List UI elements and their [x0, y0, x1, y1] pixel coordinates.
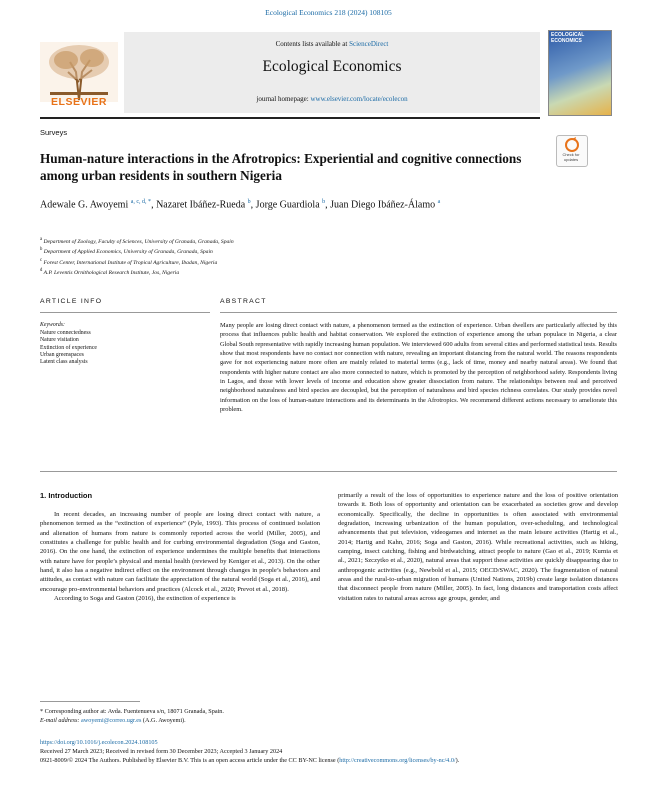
license-line — [40, 757, 620, 766]
author-name[interactable]: Jorge Guardiola — [255, 199, 320, 211]
paragraph: According to Soga and Gaston (2016), the extinction of experience is — [54, 595, 236, 603]
affiliation-text: Forest Center, International Institute of Tropical Agriculture, Ibadan, Nigeria — [43, 259, 218, 266]
affiliation-item — [40, 267, 540, 277]
affiliation-mark: a — [40, 237, 43, 242]
author-marks[interactable]: b — [322, 199, 326, 205]
homepage-link[interactable]: www.elsevier.com/locate/ecolecon — [310, 95, 408, 103]
affiliation-text: Department of Applied Economics, University of Granada, Granada, Spain — [43, 249, 213, 256]
affiliation-mark: d — [40, 268, 43, 274]
check-for-updates-label: Check for updates — [562, 152, 580, 162]
journal-citation[interactable]: Ecological Economics 218 (2024) 108105 — [265, 8, 392, 17]
paragraph: In recent decades, an increasing number of people are losing direct contact with nature, a phenomenon termed as the “extinction of experience” (Pyle, 1993). This process of continued isolation and alienation of humans from nature is commonly reported across the world (Miller, 2005), and constitutes a challenge for public health and for curbing environmental degradation (Soga and Gaston, 2016). On the one hand, the extinction of experience undermines the multiple benefits that interactions with nature have for people’s physical and mental health (reviewed by Keniger et al., 2013). On the other hand, it also has a negative indirect effect on the environment through changes in people’s behaviors and attitudes, as contact with nature can facilitate the appreciation of the natural world (Soga et al., 2016), and encourage pro-environmental behaviors and practices (Alcock et al., 2020; Prevot et al., 2018). — [40, 511, 320, 593]
divider — [40, 312, 210, 313]
email-label: E-mail address: — [40, 716, 82, 724]
divider — [220, 312, 617, 313]
keyword-list — [40, 330, 97, 366]
author-marks[interactable]: b — [247, 199, 251, 205]
affiliation-text: Department of Zoology, Faculty of Sciences, University of Granada, Granada, Spain — [43, 238, 234, 245]
affiliation-mark: b — [40, 247, 43, 253]
body-column-left — [40, 510, 320, 603]
contents-prefix: Contents lists available at — [275, 40, 350, 48]
keyword: Latent class analysis — [40, 359, 88, 366]
author-list: Adewale G. Awoyemi $^{a, c, d, *}$, Nazaret Ibáñez-Rueda $^b$, Jorge Guardiola $^b$, Juan Diego Ibáñez-Álamo $^a$ — [40, 199, 441, 211]
keywords-label: Keywords: — [40, 322, 65, 328]
divider — [40, 471, 617, 472]
keyword: Nature connectedness — [40, 330, 91, 336]
affiliation-item — [40, 246, 540, 256]
doi-link[interactable]: https://doi.org/10.1016/j.ecolecon.2024.108105 — [40, 739, 158, 746]
journal-title: Ecological Economics — [262, 58, 402, 75]
article-info-heading: ARTICLE INFO — [40, 298, 103, 305]
corresponding-author-note: * Corresponding author at: Avda. Fuentenueva s/n, 18071 Granada, Spain. — [40, 708, 224, 715]
keyword: Nature visitation — [40, 337, 79, 344]
keyword: Extinction of experience — [40, 344, 97, 351]
cover-title: ECOLOGICAL ECONOMICS — [551, 32, 585, 44]
license-prefix: 0921-8009/© 2024 The Authors. Published by Elsevier B.V. This is an open access article under the CC BY-NC license ( — [40, 756, 340, 764]
article-footer — [40, 739, 620, 765]
footnote-rule — [40, 701, 140, 702]
license-link[interactable]: http://creativecommons.org/licenses/by-nc/4.0/ — [339, 756, 456, 764]
affiliation-mark: c — [40, 257, 43, 263]
paragraph: primarily a result of the loss of opportunities to experience nature and the loss of positive orientation towards it. Both loss of opportunity and orientation can be exacerbated as societies grow and develop economically. Specifically, the decline in opportunities is often associated with environmental degradation, increasing urbanization of the human population, over-scheduling, and technological advancements that put television, videogames and internet as the main leisure activities (Hartig et al., 2014; Hartig and Kahn, 2016; Soga and Gaston, 2016). While recreational activities, such as hiking, camping, insect catching, fishing and birdwatching, attract people to nature (Gao et al., 2019; Kurnia et al., 2021; Szczytko et al., 2020), natural areas that support these activities are quickly disappearing due to anthropogenic activities (e.g., Newbold et al., 2015; OECD/SWAC, 2020). The fragmentation of natural areas and the rural-to-urban migration of humans (United Nations, 2019b) create large isolation distances that disconnect people from nature (Miller, 2005). In fact, long distances and transportation costs affect visitation rates to natural areas across age groups, gender, and — [338, 492, 618, 602]
section-heading-introduction: 1. Introduction — [40, 491, 93, 500]
license-suffix: ). — [455, 756, 460, 764]
footnote — [40, 708, 620, 725]
author-name[interactable]: Nazaret Ibáñez-Rueda — [156, 199, 246, 211]
author-name[interactable]: Juan Diego Ibáñez-Álamo — [330, 199, 436, 211]
author-name[interactable]: Adewale G. Awoyemi — [40, 199, 129, 211]
affiliation-item — [40, 236, 540, 246]
email-link[interactable]: awoyemi@correo.ugr.es — [81, 716, 142, 724]
homepage-prefix: journal homepage: — [256, 95, 311, 103]
author-marks[interactable]: a — [437, 199, 441, 205]
paper-title: Human-nature interactions in the Afrotropics: Experiential and cognitive connections among urban residents in southern Nigeria — [40, 151, 522, 183]
check-for-updates-button[interactable] — [556, 135, 588, 167]
elsevier-wordmark: ELSEVIER — [51, 96, 107, 108]
affiliation-item — [40, 257, 540, 267]
affiliations — [40, 236, 540, 278]
body-column-right — [338, 491, 618, 603]
contents-line — [124, 40, 540, 48]
email-suffix: (A.G. Awoyemi). — [141, 716, 186, 724]
article-section: Surveys — [40, 128, 68, 137]
keyword: Urban greenspaces — [40, 351, 84, 358]
received-dates: Received 27 March 2023; Received in revised form 30 December 2023; Accepted 3 January 2024 — [40, 747, 283, 755]
abstract-text: Many people are losing direct contact with nature, a phenomenon termed as the extinction of experience. Urban dwellers are particularly affected by this process that influences public health and habitat conservation. We explored the extinction of experience among the urban populace in Nigeria, a clear Global South representative with rapidly increasing human population. We interviewed 600 adults from several cities and performed statistical tests. Results show that most respondents have no contact nor connection with nature, revealing an important distancing from the natural world. The reasons respondents gave for not experiencing nature more often are mainly related to material terms (e.g., lack of time, money and nearby natural areas). We found that respondents with higher nature contact are also more connected to nature, which is promoted by the perception of neighborhood safety. Respondents living in Lagos, and those with lower levels of income and education show greater dissociation from nature. The relationships between real and perceived neighborhood naturalness and bird species are decoupled, but the perception of naturalness and bird species richness correlates. Our study provides novel information on the loss of human-nature interactions and its determinants in the Afrotropics. We recommend different actions necessary to ameliorate this problem. — [220, 322, 617, 414]
author-marks[interactable]: a, c, d, * — [130, 199, 152, 205]
abstract-heading: ABSTRACT — [220, 298, 267, 305]
homepage-line — [124, 95, 540, 103]
sciencedirect-link[interactable]: ScienceDirect — [349, 40, 389, 48]
email-line — [40, 717, 620, 726]
affiliation-text: A.P. Leventis Ornithological Research Institute, Jos, Nigeria — [43, 270, 180, 277]
